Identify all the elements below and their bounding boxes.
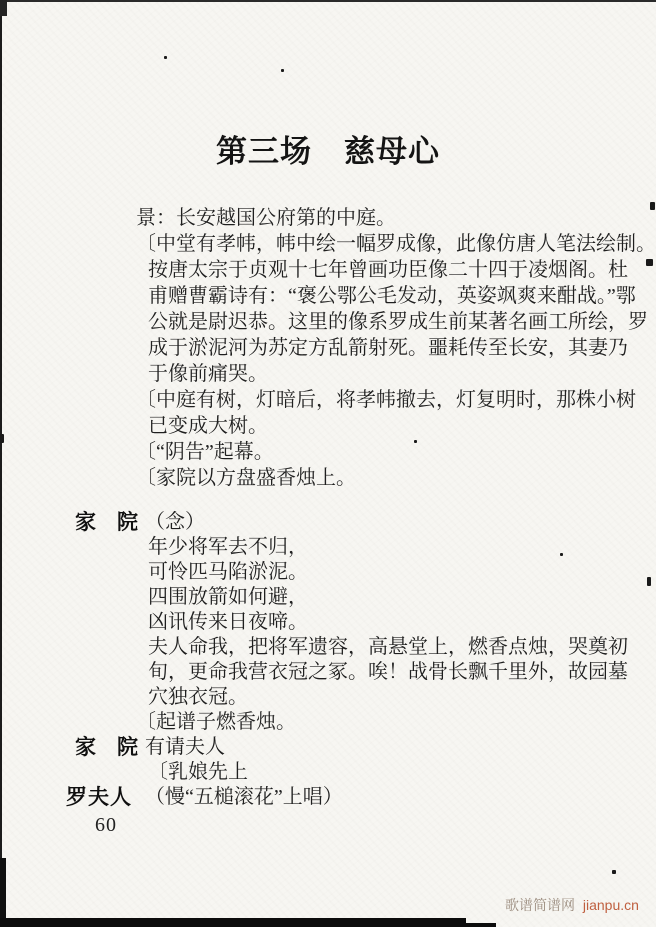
page-number: 60: [95, 814, 117, 836]
speaker-name: 家 院: [75, 511, 138, 534]
dialogue-row: [0, 785, 656, 810]
dialogue-line: 有请夫人: [145, 736, 225, 758]
scan-edge-left-bottom: [0, 858, 6, 927]
dialogue-cue: （慢“五槌滚花”上唱）: [145, 786, 343, 808]
dialogue-row: [0, 510, 656, 535]
scan-edge-top: [0, 0, 656, 2]
stage-direction-line: 成于淤泥河为苏定方乱箭射死。噩耗传至长安，其妻乃: [148, 337, 628, 359]
scan-corner-mark: [0, 0, 7, 16]
scan-bottom-bar: [0, 918, 466, 927]
stage-direction-line: 〔“阴告”起幕。: [136, 441, 274, 463]
watermark-site-name: 歌谱简谱网: [505, 897, 575, 913]
speaker-name: 家 院: [75, 736, 138, 759]
watermark: [505, 896, 639, 914]
dialogue-line: 夫人命我，把将军遗容，高悬堂上，燃香点烛，哭奠初: [148, 636, 628, 658]
stage-cue-line: 〔乳娘先上: [148, 761, 248, 783]
dialogue-line: 旬，更命我营衣冠之冢。唉！战骨长飘千里外，故园墓: [148, 661, 628, 683]
dialogue-block: [0, 510, 656, 810]
stage-cue-line: 〔起谱子燃香烛。: [136, 711, 296, 733]
stage-direction-line: 〔中堂有孝帏，帏中绘一幅罗成像，此像仿唐人笔法绘制。: [136, 233, 656, 255]
stage-direction-line: 按唐太宗于贞观十七年曾画功臣像二十四于凌烟阁。杜: [148, 259, 628, 281]
dialogue-line: 四围放箭如何避，: [148, 586, 308, 608]
dialogue-line: 年少将军去不归，: [148, 536, 308, 558]
stage-direction-line: 〔家院以方盘盛香烛上。: [136, 467, 356, 489]
stage-direction-line: 已变成大树。: [148, 415, 268, 437]
stage-direction-line: 〔中庭有树，灯暗后，将孝帏撤去，灯复明时，那株小树: [136, 389, 636, 411]
page-title: 第三场 慈母心: [216, 134, 440, 169]
scan-bottom-bar-taper: [466, 923, 496, 927]
watermark-site-url: jianpu.cn: [582, 897, 639, 913]
dialogue-line: 可怜匹马陷淤泥。: [148, 561, 308, 583]
stage-direction-line: 甫赠曹霸诗有：“褒公鄂公毛发动，英姿飒爽来酣战。”鄂: [148, 285, 636, 307]
ink-speck: [281, 69, 284, 72]
speaker-name: 罗夫人: [66, 786, 132, 809]
dialogue-cue: （念）: [145, 511, 205, 533]
stage-direction-line: 于像前痛哭。: [148, 363, 268, 385]
scene-heading: 景：长安越国公府第的中庭。: [136, 207, 396, 229]
dialogue-line: 穴独衣冠。: [148, 686, 248, 708]
ink-speck: [612, 870, 616, 874]
dialogue-row: [0, 735, 656, 760]
stage-directions-block: [0, 205, 656, 491]
stage-direction-line: 公就是尉迟恭。这里的像系罗成生前某著名画工所绘，罗: [148, 311, 648, 333]
ink-speck: [164, 56, 167, 59]
dialogue-line: 凶讯传来日夜啼。: [148, 611, 308, 633]
